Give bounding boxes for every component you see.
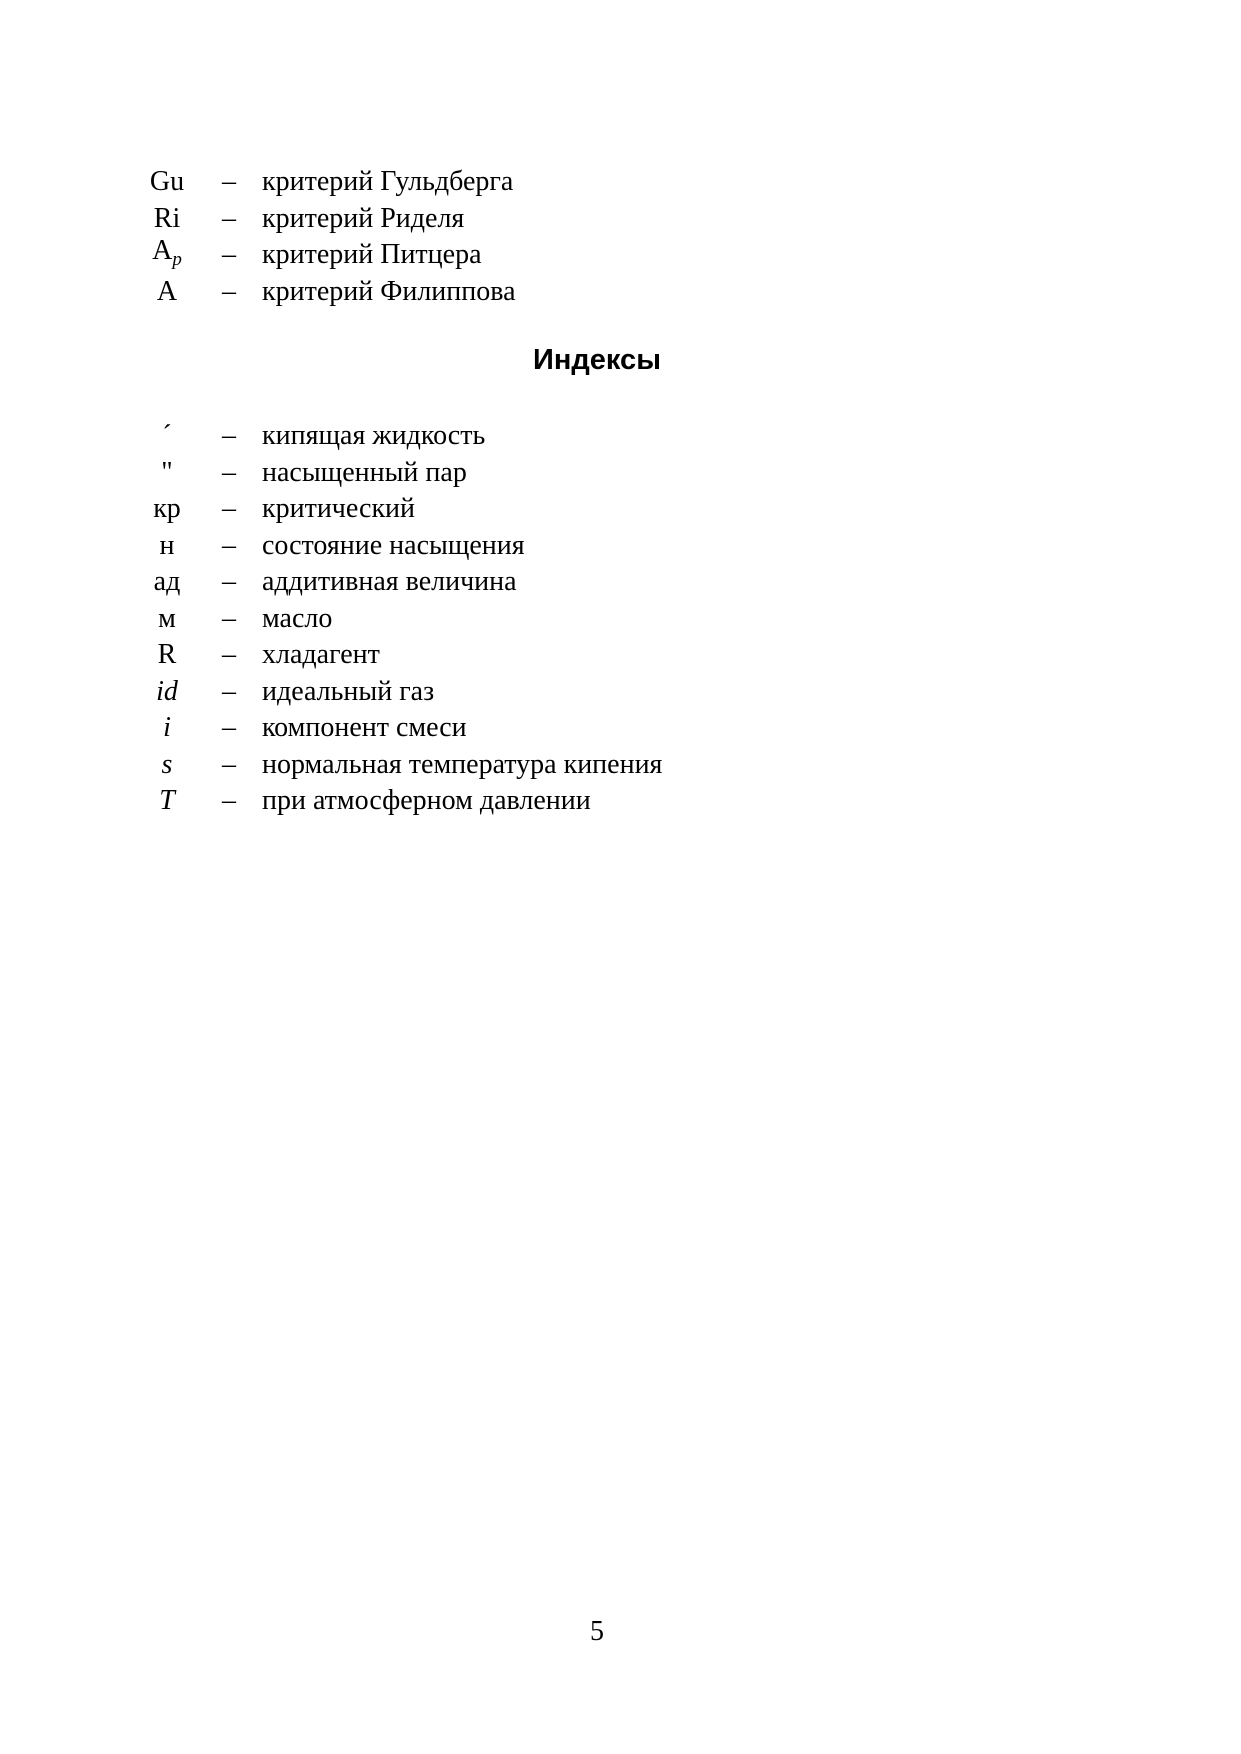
index-description: идеальный газ [262,675,435,707]
dash: – [222,675,236,707]
criteria-list [130,164,1030,310]
criteria-subscript: p [172,248,182,270]
index-row [130,491,1030,528]
criteria-row-a [130,274,1030,311]
criteria-symbol: Ri [153,202,181,234]
index-symbol: ´ [162,420,172,452]
index-description: насыщенный пар [262,456,467,488]
criteria-symbol: Gu [149,166,185,198]
criteria-symbol-with-subscript [130,233,204,278]
index-description: аддитивная величина [262,566,517,598]
index-row [130,455,1030,492]
dash: – [222,493,236,525]
dash: – [222,420,236,452]
index-symbol: " [161,456,173,488]
criteria-row-gu [130,164,1030,201]
index-symbol: м [158,602,176,634]
index-row [130,783,1030,820]
index-description: хладагент [262,639,380,671]
indexes-heading: Индексы [533,344,661,376]
criteria-symbol: A [156,275,178,307]
criteria-description: критерий Риделя [262,202,465,234]
dash: – [222,785,236,817]
index-symbol: R [157,639,177,671]
dash: – [222,239,236,271]
index-description: компонент смеси [262,712,467,744]
index-description: кипящая жидкость [262,420,486,452]
criteria-row-ri [130,201,1030,238]
index-symbol: ад [153,566,181,598]
dash: – [222,166,236,198]
dash: – [222,748,236,780]
criteria-row-ap [130,234,1030,274]
dash: – [222,456,236,488]
page-number: 5 [590,1616,604,1647]
dash: – [222,275,236,307]
index-row [130,674,1030,711]
index-symbol: кр [153,493,181,525]
dash: – [222,602,236,634]
index-row [130,564,1030,601]
dash: – [222,712,236,744]
index-symbol: id [156,675,178,707]
criteria-symbol: A [152,234,173,266]
index-description: масло [262,602,333,634]
index-description: нормальная температура кипения [262,748,663,780]
indexes-list [130,418,1030,820]
criteria-description: критерий Гульдберга [262,166,514,198]
index-row [130,710,1030,747]
dash: – [222,529,236,561]
index-description: критический [262,493,416,525]
index-row [130,418,1030,455]
index-symbol: s [161,748,173,780]
criteria-description: критерий Питцера [262,239,482,271]
index-symbol: н [159,529,175,561]
dash: – [222,639,236,671]
index-row [130,747,1030,784]
index-row [130,528,1030,565]
index-row [130,637,1030,674]
index-symbol: i [163,712,171,744]
index-description: состояние насыщения [262,529,525,561]
criteria-description: критерий Филиппова [262,275,516,307]
index-description: при атмосферном давлении [262,785,591,817]
dash: – [222,202,236,234]
dash: – [222,566,236,598]
index-row [130,601,1030,638]
index-symbol: T [159,785,175,817]
